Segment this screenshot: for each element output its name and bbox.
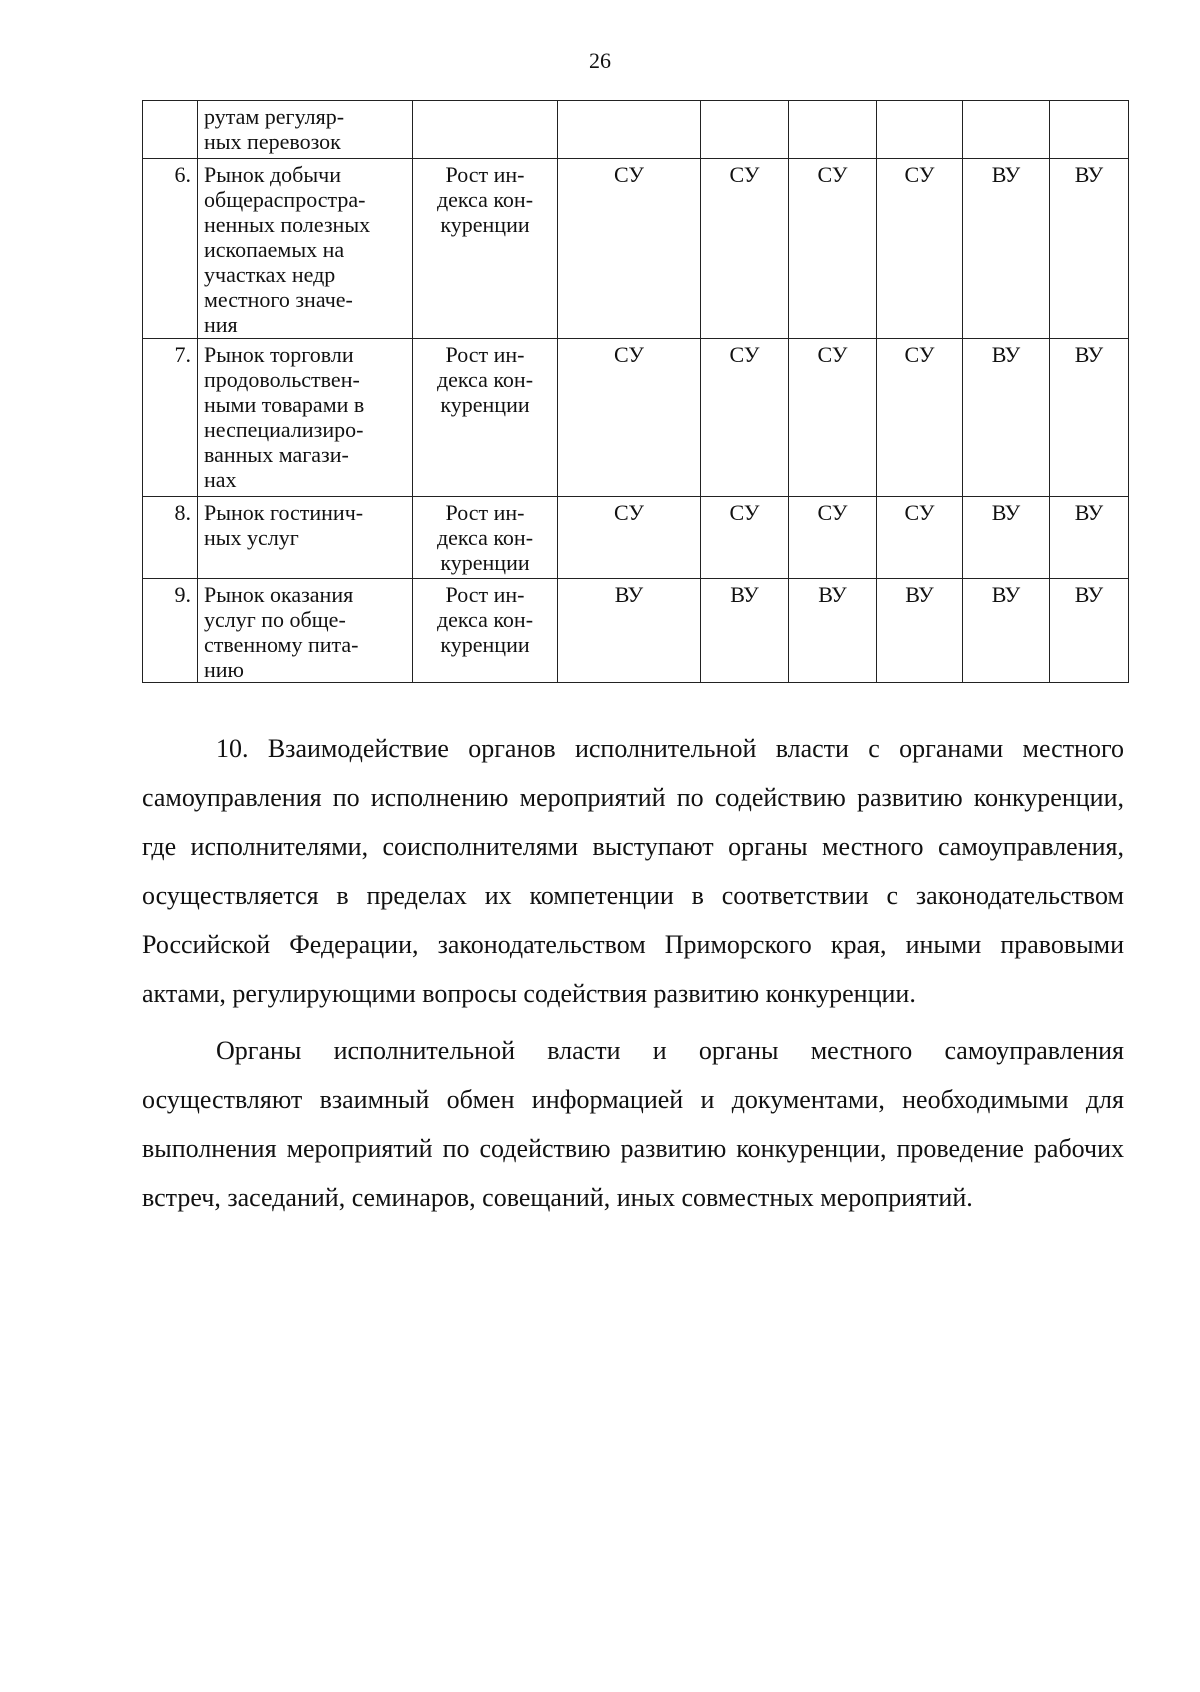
- value-cell: ВУ: [1050, 579, 1129, 683]
- paragraph-information-exchange: Органы исполнительной власти и органы местного самоуправления осуществляют взаимный обмен информацией и документами, необходимыми для выполнения мероприятий по содействию развитию конкуренции, проведение рабочих встреч, заседаний, семинаров, совещаний, иных совместных мероприятий.: [142, 1036, 1124, 1212]
- table-row: [143, 101, 1129, 159]
- table-body: [143, 101, 1129, 683]
- row-number: 6.: [143, 159, 198, 339]
- value-cell: СУ: [789, 497, 877, 579]
- value-cell: ВУ: [963, 339, 1050, 497]
- value-cell: [701, 101, 789, 159]
- value-cell: [558, 101, 701, 159]
- table-row: [143, 339, 1129, 497]
- value-cell: [963, 101, 1050, 159]
- row-number: 7.: [143, 339, 198, 497]
- market-name: рутам регуляр- ных перевозок: [198, 101, 413, 159]
- value-cell: ВУ: [789, 579, 877, 683]
- value-cell: [877, 101, 963, 159]
- value-cell: СУ: [558, 159, 701, 339]
- body-text: [142, 724, 1124, 1230]
- value-cell: [789, 101, 877, 159]
- value-cell: СУ: [877, 159, 963, 339]
- value-cell: СУ: [789, 159, 877, 339]
- value-cell: СУ: [558, 497, 701, 579]
- table-row: [143, 159, 1129, 339]
- indicator: Рост ин- декса кон- куренции: [413, 159, 558, 339]
- value-cell: ВУ: [558, 579, 701, 683]
- indicator: Рост ин- декса кон- куренции: [413, 579, 558, 683]
- table-row: [143, 497, 1129, 579]
- indicator: Рост ин- декса кон- куренции: [413, 339, 558, 497]
- value-cell: СУ: [789, 339, 877, 497]
- row-number: 9.: [143, 579, 198, 683]
- value-cell: ВУ: [877, 579, 963, 683]
- value-cell: СУ: [558, 339, 701, 497]
- market-name: Рынок гостинич- ных услуг: [198, 497, 413, 579]
- competition-table: [142, 100, 1129, 683]
- indicator: [413, 101, 558, 159]
- row-number: [143, 101, 198, 159]
- value-cell: СУ: [877, 339, 963, 497]
- page-number: 26: [589, 48, 611, 73]
- market-name: Рынок оказания услуг по обще- ственному пита- нию: [198, 579, 413, 683]
- value-cell: ВУ: [1050, 497, 1129, 579]
- value-cell: ВУ: [963, 579, 1050, 683]
- value-cell: ВУ: [963, 497, 1050, 579]
- value-cell: СУ: [701, 497, 789, 579]
- value-cell: [1050, 101, 1129, 159]
- value-cell: СУ: [701, 339, 789, 497]
- market-name: Рынок торговли продовольствен- ными товарами в неспециализиро- ванных магази- нах: [198, 339, 413, 497]
- row-number: 8.: [143, 497, 198, 579]
- paragraph-interaction: 10. Взаимодействие органов исполнительной власти с органами местного самоуправления по исполнению мероприятий по содействию развитию конкуренции, где исполнителями, соисполнителями выступают органы местного самоуправления, осуществляется в пределах их компетенции в соответствии с законодательством Российской Федерации, законодательством Приморского края, иными правовыми актами, регулирующими вопросы содействия развитию конкуренции.: [142, 734, 1124, 1008]
- value-cell: ВУ: [701, 579, 789, 683]
- value-cell: СУ: [877, 497, 963, 579]
- indicator: Рост ин- декса кон- куренции: [413, 497, 558, 579]
- value-cell: ВУ: [1050, 159, 1129, 339]
- value-cell: СУ: [701, 159, 789, 339]
- value-cell: ВУ: [963, 159, 1050, 339]
- market-name: Рынок добычи общераспростра- ненных полезных ископаемых на участках недр местного значе- ния: [198, 159, 413, 339]
- value-cell: ВУ: [1050, 339, 1129, 497]
- table-row: [143, 579, 1129, 683]
